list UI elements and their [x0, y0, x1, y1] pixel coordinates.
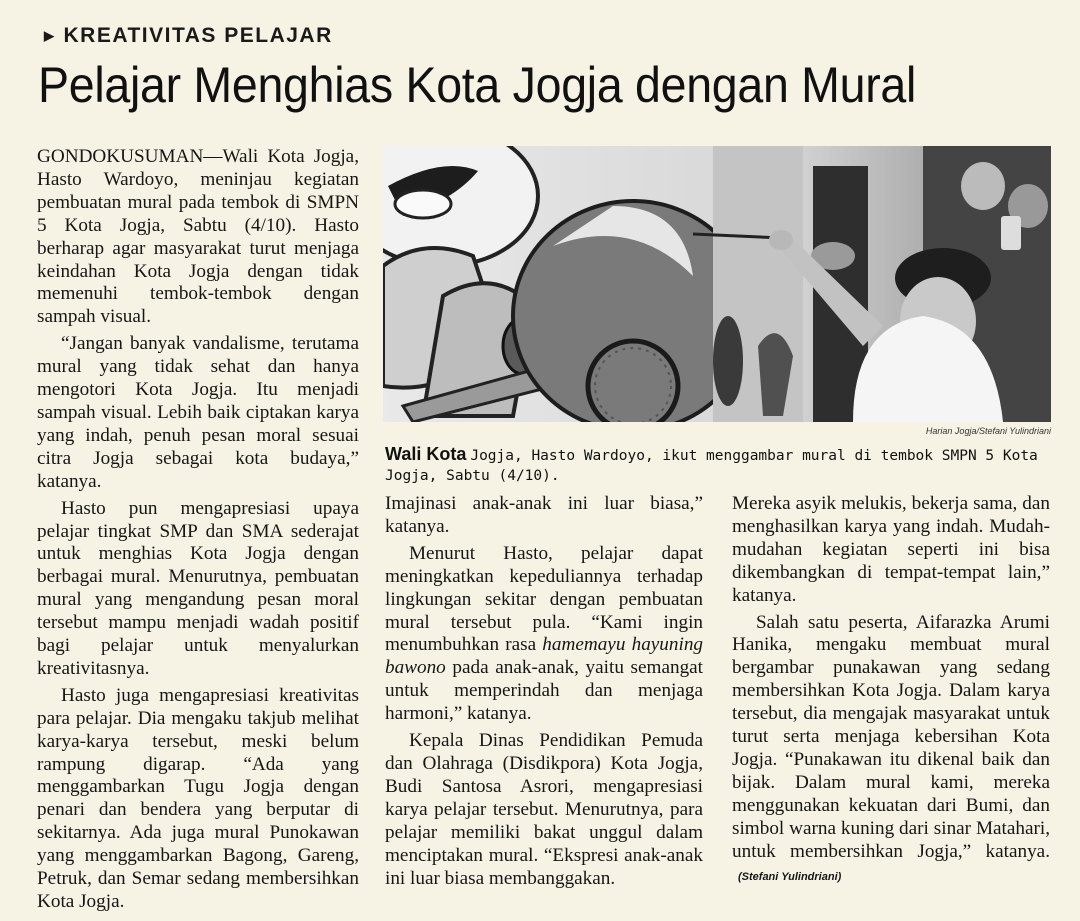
photo-caption: [385, 444, 1053, 486]
article-paragraph: Kepala Dinas Pendidikan Pemuda dan Olahraga (Disdikpora) Kota Jogja, Budi Santosa Asrori, mengapresiasi karya pelajar tersebut. Menurutnya, para pelajar memiliki bakat unggul dalam menciptakan mural. “Ekspresi anak-anak ini luar biasa membanggakan.: [385, 730, 703, 889]
news-photo: [383, 146, 1051, 422]
section-kicker: [44, 24, 333, 48]
article-paragraph: Hasto pun mengapresiasi upaya pelajar tingkat SMP dan SMA sederajat untuk menghias Kota Jogja dengan berbagai mural. Menurutnya, pembuatan mural yang mengandung pesan moral tersebut mampu menjadi wadah positif bagi pelajar untuk menyalurkan kreativitasnya.: [37, 497, 359, 679]
article-paragraph: [732, 612, 1050, 889]
triangle-marker-icon: ▶: [44, 28, 56, 43]
article-text: Menurut Hasto, pelajar dapat meningkatkan kepeduliannya terhadap lingkungan sekitar dengan pembuatan mural tersebut pula. “Kami ingin menumbuhkan rasa: [385, 542, 703, 656]
article-text: Salah satu peserta, Aifarazka Arumi Hanika, mengaku membuat mural bergambar punakawan yang sedang membersihkan Kota Jogja. Dalam karya tersebut, dia mengajak masyarakat untuk turut serta menjaga kebersihan Kota Jogja. “Punakawan itu dikenal baik dan bijak. Dalam mural kami, mereka menggunakan kekuatan dari Bumi, dan simbol warna kuning dari sinar Matahari, untuk membersihkan Jogja,” katanya.: [732, 611, 1050, 862]
mural-painting-illustration: [383, 146, 1051, 422]
article-paragraph: Mereka asyik melukis, bekerja sama, dan menghasilkan karya yang indah. Mudah-mudahan kegiatan seperti ini bisa dikembangkan di tempat-tempat lain,” katanya.: [732, 493, 1050, 606]
article-byline: (Stefani Yulindriani): [738, 870, 842, 883]
article-headline: Pelajar Menghias Kota Jogja dengan Mural: [38, 57, 917, 113]
javanese-phrase: hamemayu hayuning bawono: [385, 634, 704, 679]
article-paragraph: Imajinasi anak-anak ini luar biasa,” katanya.: [385, 493, 703, 537]
caption-lead: Wali Kota: [385, 444, 467, 464]
article-column-3: [732, 493, 1050, 892]
article-text: pada anak-anak, yaitu semangat untuk memperindah dan menjaga harmoni,” katanya.: [385, 657, 704, 725]
article-paragraph: [385, 543, 703, 726]
photo-credit: Harian Jogja/Stefani Yulindriani: [925, 426, 1051, 436]
article-column-2: [385, 493, 703, 894]
caption-text: Jogja, Hasto Wardoyo, ikut menggambar mural di tembok SMPN 5 Kota Jogja, Sabtu (4/10).: [385, 448, 1038, 484]
kicker-label: KREATIVITAS PELAJAR: [63, 24, 333, 47]
article-paragraph: GONDOKUSUMAN—Wali Kota Jogja, Hasto Wardoyo, meninjau kegiatan pembuatan mural pada tembok di SMPN 5 Kota Jogja, Sabtu (4/10). Hasto berharap agar masyarakat turut menjaga keindahan Kota Jogja dengan tidak memenuhi tembok-tembok dengan sampah visual.: [37, 146, 359, 328]
article-column-1: [37, 146, 359, 918]
article-paragraph: Hasto juga mengapresiasi kreativitas para pelajar. Dia mengaku takjub melihat karya-karya tersebut, meski belum rampung digarap. “Ada yang menggambarkan Tugu Jogja dengan penari dan bendera yang berputar di sekitarnya. Ada juga mural Punokawan yang menggambarkan Bagong, Gareng, Petruk, dan Semar sedang membersihkan Kota Jogja.: [37, 684, 359, 912]
article-paragraph: “Jangan banyak vandalisme, terutama mural yang tidak sehat dan hanya mengotori Kota Jogja. Itu menjadi sampah visual. Lebih baik ciptakan karya yang indah, penuh pesan moral sesuai citra Jogja sebagai kota budaya,” katanya.: [37, 333, 359, 492]
